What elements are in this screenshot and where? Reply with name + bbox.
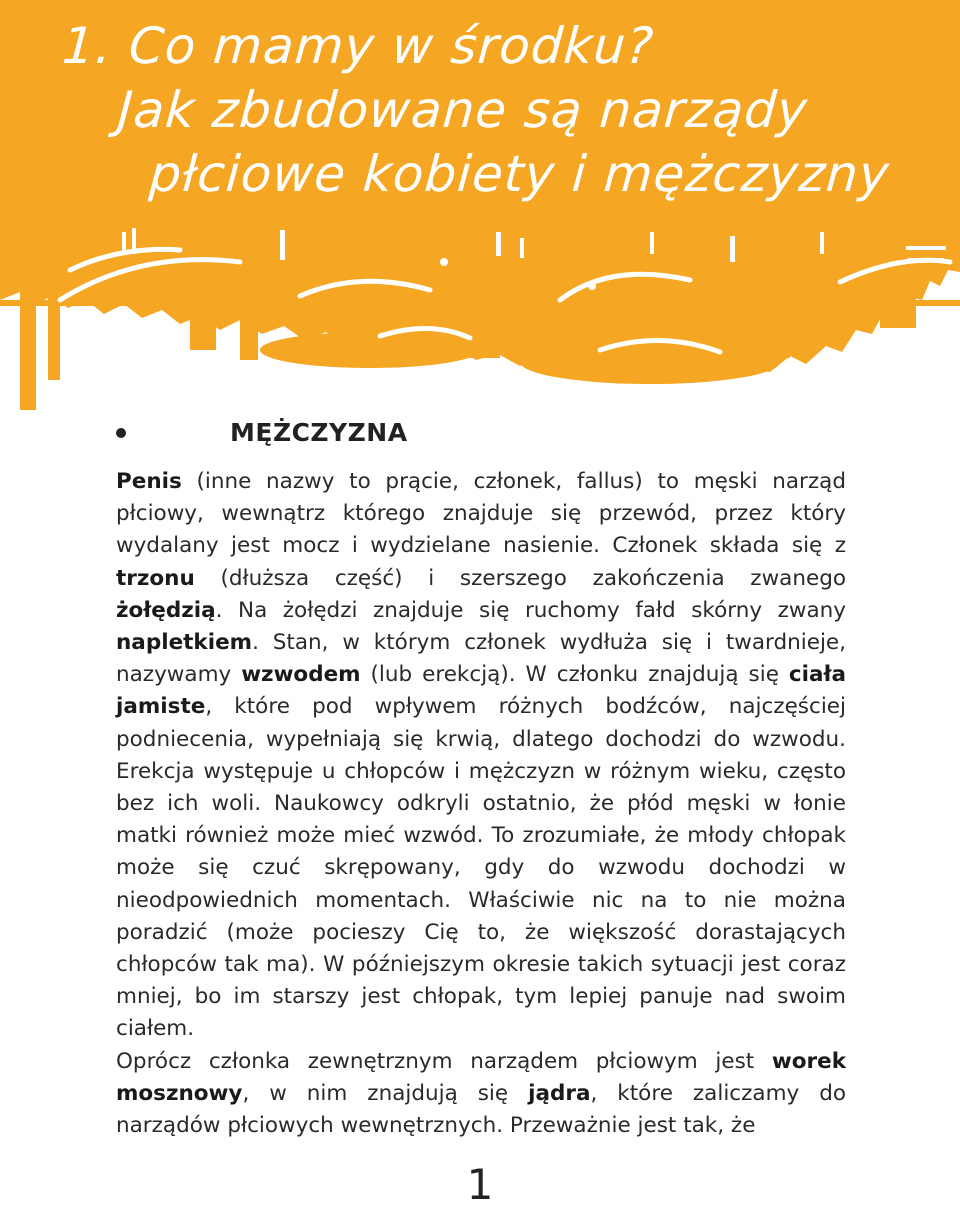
chapter-title-line-1: 1. Co mamy w środku? — [60, 17, 656, 75]
term-penis: Penis — [116, 469, 182, 494]
page-number: 1 — [466, 1160, 494, 1209]
term-wzwod: wzwodem — [241, 662, 361, 688]
text-span: (lub erekcją). W członku znajdują się — [360, 662, 789, 688]
term-worek-mosznowy: worek mosznowy — [116, 1048, 846, 1106]
paragraph-penis — [116, 466, 846, 1046]
text-span: , w nim znajdują się — [242, 1080, 529, 1106]
chapter-title — [51, 14, 944, 206]
text-span: (inne nazwy to prącie, członek, fallus) to męski narząd płciowy, wewnątrz którego znajduje się przewód, przez który wydalany jest mocz i wydzielane nasienie. Członek składa się z — [116, 469, 846, 559]
text-span: . Na żołędzi znajduje się ruchomy fałd skórny zwany — [215, 597, 846, 623]
bullet-icon — [116, 428, 126, 438]
term-jadra: jądra — [528, 1080, 591, 1106]
text-span: , które zaliczamy do narządów płciowych wewnętrznych. Przeważnie jest tak, że — [116, 1080, 846, 1139]
text-span: , które pod wpływem różnych bodźców, najczęściej podniecenia, wypełniają się krwią, dlatego dochodzi do wzwodu. Erekcja występuje u chłopców i mężczyzn w różnym wieku, często bez ich woli. Naukowcy odkryli ostatnio, że płód męski w łonie matki również może mieć wzwód. To zrozumiałe, że młody chłopak może się czuć skrępowany, gdy do wzwodu dochodzi w nieodpowiednich momentach. Właściwie nic na to nie można poradzić (może pocieszy Cię to, że większość dorastających chłopców tak ma). W późniejszym okresie takich sytuacji jest coraz mniej, bo im starszy jest chłopak, tym lepiej panuje nad swoim ciałem. — [116, 694, 846, 1042]
term-ciala-jamiste: ciała jamiste — [116, 662, 846, 720]
paragraph-worek-mosznowy — [116, 1046, 846, 1143]
chapter-title-line-3: płciowe kobiety i mężczyzny — [147, 145, 892, 203]
section-heading — [116, 418, 408, 447]
text-span: . Stan, w którym członek wydłuża się i twardnieje, nazywamy — [116, 630, 846, 688]
term-napletek: napletkiem — [116, 630, 253, 656]
text-span: (dłuższa część) i szerszego zakończenia zwanego — [194, 565, 846, 591]
text-span: Oprócz członka zewnętrznym narządem płciowym jest — [116, 1048, 772, 1074]
chapter-title-line-2: Jak zbudowane są narządy — [115, 81, 810, 139]
term-trzon: trzonu — [116, 565, 195, 591]
term-zoladz: żołędzią — [116, 597, 216, 623]
section-heading-text: MĘŻCZYZNA — [230, 418, 408, 447]
body-text — [116, 466, 846, 1142]
